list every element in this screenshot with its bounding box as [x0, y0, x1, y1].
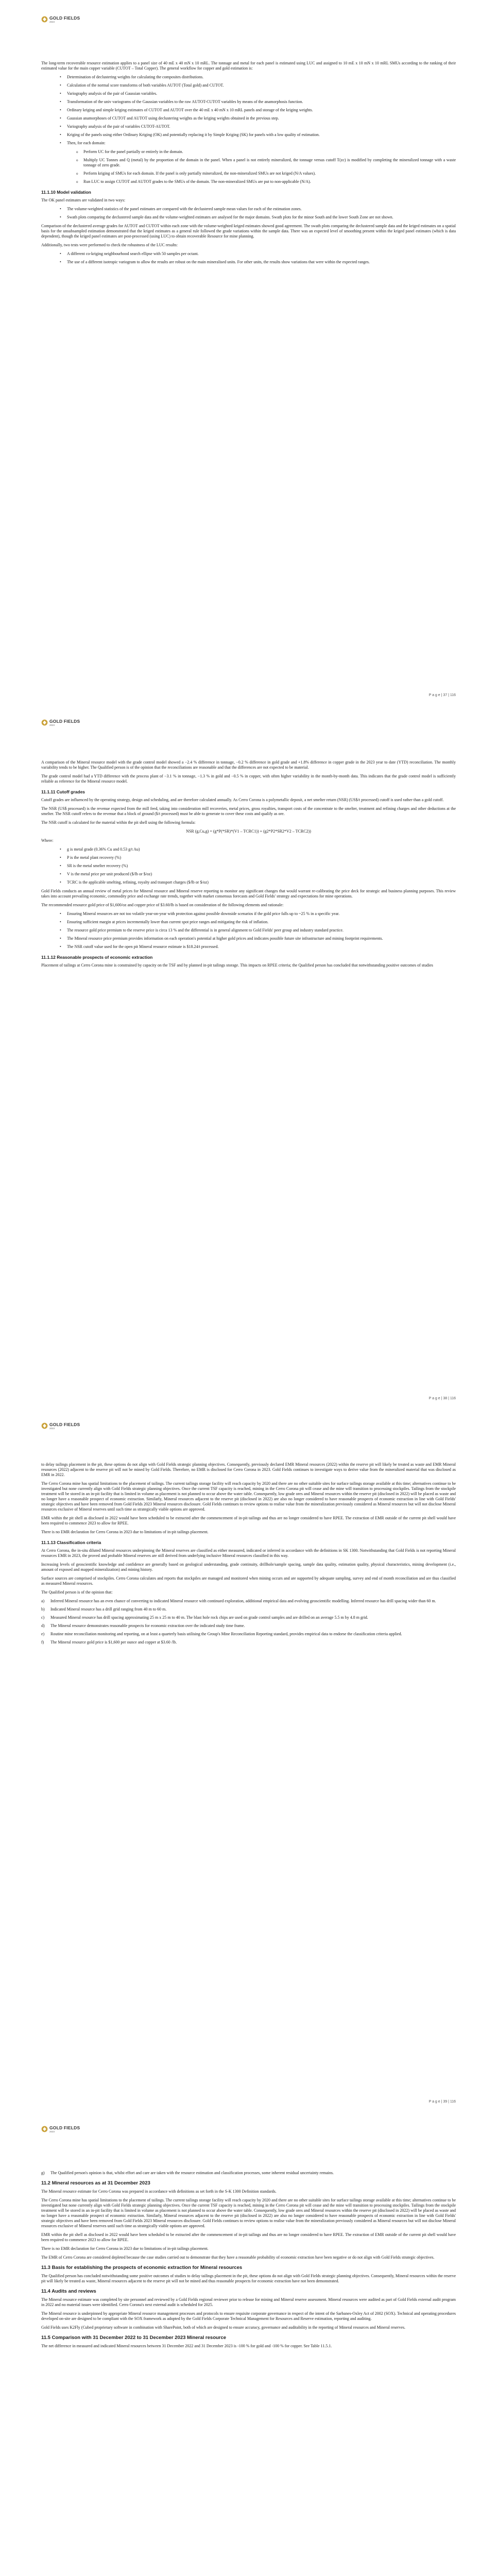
page-number: P a g e | 37 | 116	[429, 693, 456, 697]
list-item: • Transformation of the univ variograms of the Gaussian variables to the raw AUTOT-CUTOT variables by means of the anamorphosis function.	[41, 99, 456, 105]
list-item: • Variography analysis of the pair of variables CUTOT-AUTOT.	[41, 124, 456, 129]
list-marker: f)	[41, 1640, 44, 1645]
brand-logo	[41, 2125, 80, 2133]
paragraph: Surface sources are comprised of stockpiles. Cerro Corona calculates and reports that stockpiles are managed and monitored when mining occurs and are supported by adequate sampling, survey and end of month reconciliation and are thus classified as measured Mineral resources.	[41, 1576, 456, 1586]
page-3-body	[41, 1462, 456, 1649]
section-heading: 11.5 Comparison with 31 December 2022 to 31 December 2023 Mineral resource	[41, 2335, 227, 2341]
page-number: P a g e | 39 | 116	[429, 2100, 456, 2104]
paragraph: The grade control model had a YTD difference with the process plant of −3.1 % in tonnage, −1.3 % in gold and −0.5 % in copper, with often higher variability in the month-by-month data. This indicates that the grade control model is sufficiently reliable as reference for the Mineral resource model.	[41, 774, 456, 784]
list-item: • Ensuring Mineral resources are not too volatile year-on-year with protection against possible downside scenarios if the gold price falls up to ~25 % in a specific year.	[41, 911, 456, 917]
gold-fields-logo-icon	[41, 16, 48, 23]
page-2	[0, 703, 497, 1406]
list-item: o Multiply UC Tonnes and Q (metal) by the proportion of the domain in the panel. When a panel is not entirely mineralized, the tonnage versus cutoff T(zc) is modified by completing the mineralized tonnage with a waste tonnage of zero grade.	[41, 158, 456, 168]
list-item	[41, 1599, 456, 1604]
paragraph: The NSR (US$ processed) is the revenue expected from the mill feed, taking into consideration mill recoveries, metal prices, gross royalties, transport costs of the concentrate to the smelter, treatment and refining charges and other deductions at the smelter. The NSR cutoff refers to the revenue that a block of ground ($/t processed) must be able to generate to cover these costs and qualify as ore.	[41, 806, 456, 816]
brand-logo	[41, 1422, 80, 1430]
list-item: • P is the metal plant recovery (%)	[41, 855, 456, 860]
page-3	[0, 1406, 497, 2110]
paragraph: There is no EMR declaration for Cerro Corona in 2023 due to limitations of in-pit tailings placement.	[41, 1530, 209, 1534]
list-item-text: The Mineral resource demonstrates reasonable prospects for economic extraction over the indicated study time frame.	[50, 1623, 245, 1628]
list-item: • The Mineral resource price premium provides information on each operation's potential at higher gold prices and indicates possible future site infrastructure and mining footprint requirements.	[41, 936, 456, 941]
section-heading: 11.1.10 Model validation	[41, 190, 91, 195]
paragraph: At Cerro Corona, the in-situ diluted Mineral resources underpinning the Mineral reserves are classified as either measured, indicated or inferred in accordance with the definitions in SK 1300. Notwithstanding that Gold Fields is not reporting Mineral resources EMR in 2023, the proved and probable Mineral reserves are still derived from underlying inclusive Mineral resources classified in this way.	[41, 1548, 456, 1558]
list-item: • V is the metal price per unit produced ($/lb or $/oz)	[41, 872, 456, 877]
list-item: • Ordinary kriging and simple kriging estimates of CUTOT and AUTOT over the 40 mE x 40 mN x 10 mRL panels and storage of the kriging weights.	[41, 108, 456, 113]
brand-logo	[41, 15, 80, 23]
paragraph: Gold Fields conducts an annual review of metal prices for Mineral resource and Mineral reserve reporting to monitor any significant changes that would warrant re-calibrating the price deck for strategic and business planning purposes. This review takes into account prevailing economic, commodity price and exchange rate trends, together with market consensus forecasts and Gold Fields' strategy and expectations for mine operations.	[41, 889, 456, 899]
section-heading: 11.1.11 Cutoff grades	[41, 789, 85, 794]
section-heading: 11.1.12 Reasonable prospects of economic extraction	[41, 955, 153, 960]
list-item: • Calculation of the normal score transforms of both variables AUTOT (Total gold) and CUTOT.	[41, 83, 456, 88]
list-item: o Run LUC to assign CUTOT and AUTOT grades to the SMUs of the domain. The non-mineralized SMUs are put to non-applicable (N/A).	[41, 179, 456, 184]
list-item: o Perform UC for the panel partially or entirely in the domain.	[41, 149, 456, 155]
gold-fields-logo-icon	[41, 719, 48, 726]
paragraph: The Qualified person is of the opinion that:	[41, 1590, 113, 1595]
list-item	[41, 1632, 456, 1637]
paragraph: Comparison of the declustered average grades for AUTOT and CUTOT within each zone with the volume-weighted kriged estimates showed good agreement. The swath plots comparing the declustered sample data and the kriged estimates on a spatial basis for the unsubsampled estimation demonstrated that the kriged estimates as a general rule followed the grade variations within the sample data. There was an expected level of smoothing present within the kriged panel estimates (which is data dependent), though the kriged panel estimates are post-processed (using LUC) to obtain recoverable Resource for mine planning.	[41, 224, 456, 239]
list-item: • The volume-weighted statistics of the panel estimates are compared with the declustered sample mean values for each of the estimation zones.	[41, 207, 456, 212]
list-item-text: Measured Mineral resource has drill spacing approximating 25 m x 25 m to 40 m. The blast hole rock chips are used on grade control samples and are drilled on an average 5.5 m by 4.8 m grid.	[50, 1615, 368, 1620]
page-number: P a g e | 38 | 116	[429, 1397, 456, 1400]
paragraph: EMR within the pit shell as disclosed in 2022 would have been scheduled to be extracted after the commencement of in-pit tailings and thus are no longer considered to have RPEE. The extraction of EMR outside of the current pit shell would have been required to commence 2023 to allow for RPEE.	[41, 1516, 456, 1526]
list-marker: b)	[41, 1607, 45, 1612]
list-item-text: Inferred Mineral resource has an even chance of converting to indicated Mineral resource with continued exploration, additional empirical data and evolving geoscientific modelling. Inferred resource has drill spacing wider than 60 m.	[50, 1599, 436, 1603]
qp-opinion-list-continued	[41, 2171, 456, 2176]
paragraph: Gold Fields uses K2Fly (Cubed proprietary software in combination with SharePoint, both of which are designed to ensure accuracy, governance and auditability in the reporting of Mineral resources and Mineral reserves.	[41, 2325, 406, 2330]
list-item: • The NSR cutoff value used for the open pit Mineral resource estimate is $18.24/t processed.	[41, 944, 456, 950]
paragraph: The Cerro Corona mine has spatial limitations to the placement of tailings. The current tailings storage facility will reach capacity by 2020 and there are no other suitable sites for surface tailings storage available at this time; alternatives continue to be investigated but none currently align with Gold Fields strategic planning objectives. Once the current TSF capacity is reached, mining in the Cerro Corona pit will cease and the mine will transition to processing stockpiles. Tailings from the stockpile treatment will be stored in an in-pit facility that is limited in volume as placement is not planned to occur above the water table. Consequently, low grade ores and Mineral resources within the reserve pit (disclosed in 2022) will be placed as waste and no longer have a reasonable prospect of economic extraction. Similarly, Mineral resources adjacent to the reserve pit (disclosed in 2022) are also no longer considered to have reasonable prospects of economic extraction in line with Gold Fields' strategic objectives and have been removed from Gold Fields 2023 Mineral resources disclosure. Gold Fields continues to review options to realise value from the mineralization previously considered as Mineral resources but will not disclose Mineral resources exclusive of Mineral reserves until such time as strategically viable options are approved.	[41, 2198, 456, 2228]
list-item-text: The Mineral resource gold price is $1,600 per ounce and copper at $3.60 /lb.	[50, 1640, 177, 1645]
paragraph: to delay tailings placement in the pit, these options do not align with Gold Fields strategic planning objectives. Consequently, previously declared EMR Mineral resources (2022) within the reserve pit will likely be treated as waste and EMR Mineral resources (2022) adjacent to the reserve pit will not be mined by Gold Fields. Therefore, no EMR is disclosed for Cerro Corona in 2023. Gold Fields continues to investigate ways to derive value from the mineralized material that was disclosed as EMR in 2022.	[41, 1462, 456, 1477]
gold-fields-logo-icon	[41, 2126, 48, 2132]
tests-list	[41, 251, 456, 265]
paragraph: A comparison of the Mineral resource model with the grade control model showed a −2.4 % difference in tonnage, −0.2 % difference in gold grade and +1.8% difference in copper grade in the 2023 year to date (YTD) reconciliation. The monthly variability tends to be higher. The Qualified person is of the opinion that the reconciliations are reasonable and that the differences are not expected to be material.	[41, 760, 456, 770]
paragraph: The EMR of Cerro Corona are considered depleted because the case studies carried out to demonstrate that they have a reasonable probability of economic extraction have been negative or do not align with Gold Fields strategic objectives.	[41, 2255, 435, 2260]
list-item	[41, 1615, 456, 1620]
list-item: • A different co-kriging neighbourhood search ellipse with 50 samples per octant.	[41, 251, 456, 257]
paragraph: The Cerro Corona mine has spatial limitations to the placement of tailings. The current tailings storage facility will reach capacity by 2020 and there are no other suitable sites for surface tailings storage available at this time; alternatives continue to be investigated but none currently align with Gold Fields strategic planning objectives. Once the current TSF capacity is reached, mining in the Cerro Corona pit will cease and the mine will transition to processing stockpiles. Tailings from the stockpile treatment will be stored in an in-pit facility that is limited in volume as placement is not planned to occur above the water table. Consequently, low grade ores and Mineral resources within the reserve pit (disclosed in 2022) will be placed as waste and no longer have a reasonable prospect of economic extraction. Similarly, Mineral resources adjacent to the reserve pit (disclosed in 2022) are also no longer considered to have reasonable prospects of economic extraction in line with Gold Fields' strategic objectives and have been removed from Gold Fields 2023 Mineral resources disclosure. Gold Fields continues to review options to realise value from the mineralization previously considered as Mineral resources but will not disclose Mineral resources exclusive of Mineral reserves until such time as strategically viable options are approved.	[41, 1481, 456, 1512]
workflow-sub-list	[41, 149, 456, 184]
list-item: • Swath plots comparing the declustered sample data and the volume-weighted estimates are analysed for the major domains. Swath plots for the minor South and the lower South Zone are not shown.	[41, 215, 456, 220]
page-1-body	[41, 61, 456, 268]
paragraph: The Mineral resource is underpinned by appropriate Mineral resource management processes and protocols to ensure requisite corporate governance in respect of the intent of the Sarbanes-Oxley Act of 2002 (SOX). Technical and operating procedures developed on-site are designed to be compliant with the SOX framework as adopted by the Gold Fields Corporate Technical Management for Resources and Reserve estimation, reporting and auditing.	[41, 2311, 456, 2321]
paragraph: The Mineral resource estimate was completed by site personnel and reviewed by a Gold Fields regional reviewer prior to release for mining and Mineral reserve assessment. Mineral resources were audited as part of Gold Fields external audit program in 2022 and no material issues were identified. Cerro Corona's next external audit is scheduled for 2025.	[41, 2297, 456, 2307]
section-heading: 11.3 Basis for establishing the prospects of economic extraction for Mineral resources	[41, 2265, 243, 2270]
list-item: • Variography analysis of the pair of Gaussian variables.	[41, 91, 456, 96]
list-item: o Perform kriging of SMUs for each domain. If the panel is only partially mineralized, the non-mineralized SMUs are not kriged (N/A values).	[41, 171, 456, 176]
price-rationale-list	[41, 911, 456, 950]
list-item: • g is metal grade (0.36% Cu and 0.53 g/t Au)	[41, 847, 456, 852]
where-label: Where:	[41, 838, 54, 843]
list-item: • The resource gold price premium to the reserve price is circa 13 % and the differential is in general alignment to Gold Fields' peer group and industry standard practice.	[41, 928, 456, 933]
list-item-text: Indicated Mineral resource has a drill grid ranging from 40 m to 60 m.	[50, 1607, 167, 1612]
paragraph: Cutoff grades are influenced by the operating strategy, design and scheduling, and are therefore calculated annually. As Cerro Corona is a polymetallic deposit, a net smelter return (NSR) (US$/t processed) cutoff is used rather than a gold cutoff.	[41, 798, 444, 802]
paragraph: EMR within the pit shell as disclosed in 2022 would have been scheduled to be extracted after the commencement of in-pit tailings and thus are no longer considered to have RPEE. The extraction of EMR outside of the current pit shell would have been required to commence 2023 to allow for RPEE.	[41, 2232, 456, 2242]
paragraph: The NSR cutoff is calculated for the material within the pit shell using the following formula:	[41, 820, 196, 825]
gold-fields-logo-icon	[41, 1422, 48, 1429]
list-item: • SR is the metal smelter recovery (%)	[41, 863, 456, 869]
list-marker: a)	[41, 1599, 45, 1603]
workflow-list	[41, 75, 456, 146]
brand-logo	[41, 719, 80, 726]
paragraph: The long-term recoverable resource estimation applies to a panel size of 40 mE x 40 mN x 10 mRL. The tonnage and metal for each panel is estimated using LUC and assigned to 10 mE x 10 mN x 10 mRL SMUs according to the ranking of their estimated value for the main copper variable (CUTOT – Total Copper). The general workflow for copper and gold estimation is:	[41, 61, 456, 71]
validation-list	[41, 207, 456, 220]
list-item: • The use of a different isotropic variogram to allow the results are robust on the main mineralised units. For other units, the results show variations that were within the expected ranges.	[41, 260, 456, 265]
paragraph: The Mineral resource estimate for Cerro Corona was prepared in accordance with definitions as set forth in the S-K 1300 Definition standards.	[41, 2189, 277, 2194]
paragraph: The Qualified person has concluded notwithstanding some positive outcomes of studies to delay tailings placement in the pit, these options do not align with Gold Fields strategic planning objectives. Consequently, Mineral resources within the reserve pit will likely be treated as waste, Mineral resources adjacent to the reserve pit will not be mined and thus reasonable prospects for economic extraction have not been demonstrated.	[41, 2274, 456, 2283]
list-marker: c)	[41, 1615, 45, 1620]
brand-name: GOLD FIELDS	[49, 15, 80, 21]
page-4-body	[41, 2171, 456, 2352]
brand-name: GOLD FIELDS	[49, 1422, 80, 1427]
brand-tagline: 2023	[49, 724, 55, 726]
page-1	[0, 0, 497, 703]
brand-name: GOLD FIELDS	[49, 2125, 80, 2130]
list-item	[41, 1623, 456, 1629]
qp-opinion-list	[41, 1599, 456, 1645]
formula-definitions-list	[41, 847, 456, 885]
list-item: • Ensuring sufficient margin at prices incrementally lower than current spot price ranges and mitigating the risk of inflation.	[41, 920, 456, 925]
brand-tagline: 2023	[49, 21, 55, 23]
paragraph: The net difference in measured and indicated Mineral resources between 31 December 2022 and 31 December 2023 is -100 % for gold and -100 % for copper. See Table 11.5.1.	[41, 2344, 332, 2348]
list-item-text: Routine mine reconciliation monitoring and reporting, on at least a quarterly basis utilising the Group's Mine Reconciliation Reporting standard, provides empirical data to endorse the classification criteria applied.	[50, 1632, 402, 1636]
paragraph: Additionally, two tests were performed to check the robustness of the LUC results:	[41, 243, 178, 247]
list-item	[41, 1640, 456, 1645]
list-marker: e)	[41, 1632, 45, 1636]
section-heading: 11.4 Audits and reviews	[41, 2289, 96, 2294]
page-2-body	[41, 760, 456, 972]
paragraph: The OK panel estimates are validated in two ways:	[41, 198, 126, 202]
brand-tagline: 2023	[49, 1427, 55, 1430]
page-4	[0, 2110, 497, 2576]
list-item: • Gaussian anamorphoses of CUTOT and AUTOT using declustering weights as the kriging weights obtained in the previous step.	[41, 116, 456, 121]
list-marker: g)	[41, 2171, 45, 2175]
list-item: • Kriging of the panels using either Ordinary Kriging (OK) and potentially replacing it by Simple Kriging (SK) for panels with a low quality of estimation.	[41, 132, 456, 138]
brand-name: GOLD FIELDS	[49, 719, 80, 724]
paragraph: The recommended resource gold price of $1,600/oz and copper price of $3.60/lb is based on consideration of the following elements and rationale:	[41, 903, 284, 907]
list-item-text: The Qualified person's opinion is that, whilst effort and care are taken with the resource estimation and classification processes, some inherent residual uncertainty remains.	[50, 2171, 334, 2175]
section-heading: 11.2 Mineral resources as at 31 December 2023	[41, 2180, 150, 2186]
list-item: • Determination of declustering weights for calculating the composites distributions.	[41, 75, 456, 80]
list-item	[41, 1607, 456, 1612]
paragraph: Increasing levels of geoscientific knowledge and confidence are generally based on geological understanding, grade continuity, drillhole/sample spacing, sample data quality, estimation quality, physical characteristics, mining development (i.e., amount of exposed and mapped mineralization) and mining history.	[41, 1562, 456, 1572]
list-item: • TCRC is the applicable smelting, refining, royalty and transport charges ($/lb or $/oz)	[41, 880, 456, 885]
nsr-formula: NSR (g,Cu,g) = (g*P(*SR)*(V1 – TCRC1)) + (g2*P2*SR2*V2 – TCRC2))	[186, 829, 311, 834]
list-item	[41, 2171, 456, 2176]
paragraph: There is no EMR declaration for Cerro Corona in 2023 due to limitations of in-pit tailings placement.	[41, 2246, 209, 2251]
paragraph: Placement of tailings at Cerro Corona mine is constrained by capacity on the TSF and by planned in-pit tailings storage. This impacts on RPEE criteria; the Qualified person has concluded that notwithstanding positive outcomes of studies	[41, 963, 433, 968]
list-item: • Then, for each domain:	[41, 141, 456, 146]
section-heading: 11.1.13 Classification criteria	[41, 1540, 101, 1545]
list-marker: d)	[41, 1623, 45, 1628]
brand-tagline: 2023	[49, 2130, 55, 2133]
